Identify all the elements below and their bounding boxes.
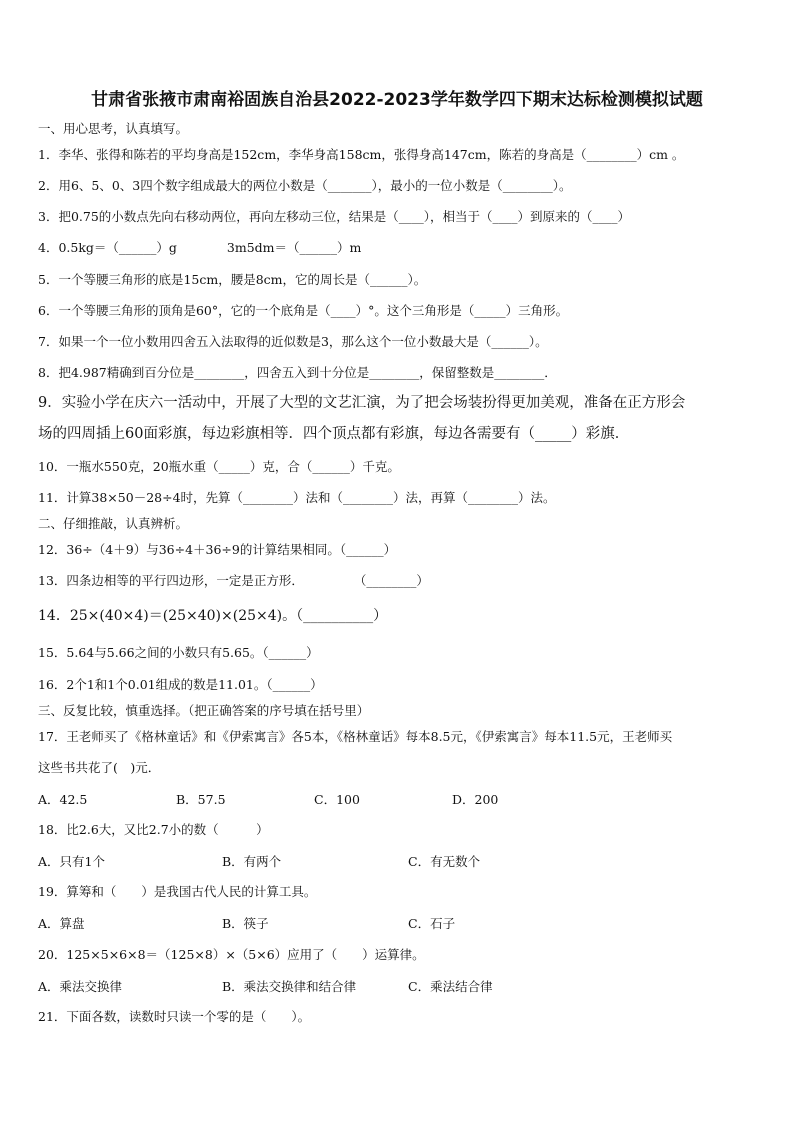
question-20: 20．125×5×6×8＝（125×8）×（5×6）应用了（ ）运算律。 (38, 947, 425, 962)
option-a: A．算盘 (38, 916, 85, 931)
section-heading-2: 二、仔细推敲，认真辨析。 (38, 516, 189, 531)
question-13: 13．四条边相等的平行四边形，一定是正方形． （________） (38, 573, 429, 588)
question-1: 1．李华、张得和陈若的平均身高是152cm，李华身高158cm，张得身高147cm，陈若的身高是（________）cm 。 (38, 147, 685, 162)
question-21: 21．下面各数，读数时只读一个零的是（ ）。 (38, 1009, 311, 1024)
question-19: 19．算筹和（ ）是我国古代人民的计算工具。 (38, 884, 317, 899)
option-b: B．有两个 (222, 854, 282, 869)
option-c: C．100 (314, 792, 360, 807)
question-3: 3．把0.75的小数点先向右移动两位，再向左移动三位，结果是（____），相当于（____）到原来的（____） (38, 209, 631, 224)
question-17-line-2: 这些书共花了( )元． (38, 760, 161, 775)
option-b: B．筷子 (222, 916, 269, 931)
question-16: 16．2个1和1个0.01组成的数是11.01。（______） (38, 677, 323, 692)
question-14: 14．25×(40×4)＝(25×40)×(25×4)。（__________） (38, 608, 388, 624)
question-10: 10．一瓶水550克，20瓶水重（_____）克，合（______）千克。 (38, 459, 400, 474)
question-9-line-1: 9．实验小学在庆六一活动中，开展了大型的文艺汇演，为了把会场装扮得更加美观，准备在正方形会 (38, 395, 686, 411)
option-a: A．只有1个 (38, 854, 105, 869)
question-8: 8．把4.987精确到百分位是________，四舍五入到十分位是________，保留整数是________． (38, 365, 557, 380)
option-a: A．42.5 (38, 792, 88, 807)
section-heading-1: 一、用心思考，认真填写。 (38, 121, 189, 136)
option-b: B．乘法交换律和结合律 (222, 979, 357, 994)
section-heading-3: 三、反复比较，慎重选择。（把正确答案的序号填在括号里） (38, 703, 370, 718)
page-title: 甘肃省张掖市肃南裕固族自治县2022-2023学年数学四下期末达标检测模拟试题 (91, 90, 703, 110)
option-c: C．石子 (408, 916, 456, 931)
question-12: 12．36÷（4＋9）与36÷4＋36÷9的计算结果相同。（______） (38, 542, 397, 557)
question-5: 5．一个等腰三角形的底是15cm，腰是8cm，它的周长是（______）。 (38, 272, 427, 287)
option-c: C．乘法结合律 (408, 979, 493, 994)
option-a: A．乘法交换律 (38, 979, 123, 994)
question-11: 11．计算38×50－28÷4时，先算（________）法和（________）法，再算（________）法。 (38, 490, 556, 505)
question-7: 7．如果一个一位小数用四舍五入法取得的近似数是3，那么这个一位小数最大是（______）。 (38, 334, 548, 349)
option-d: D．200 (452, 792, 499, 807)
question-17-line-1: 17．王老师买了《格林童话》和《伊索寓言》各5本，《格林童话》每本8.5元，《伊索寓言》每本11.5元，王老师买 (38, 729, 673, 744)
option-c: C．有无数个 (408, 854, 481, 869)
option-b: B．57.5 (176, 792, 226, 807)
question-4: 4．0.5kg＝（______）g 3m5dm＝（______）m (38, 240, 362, 255)
question-15: 15．5.64与5.66之间的小数只有5.65。（______） (38, 645, 319, 660)
question-9-line-2: 场的四周插上60面彩旗，每边彩旗相等．四个顶点都有彩旗，每边各需要有（_____）彩旗． (38, 426, 630, 442)
question-18: 18．比2.6大，又比2.7小的数（ ） (38, 822, 269, 837)
question-2: 2．用6、5、0、3四个数字组成最大的两位小数是（_______），最小的一位小数是（________）。 (38, 178, 572, 193)
question-6: 6．一个等腰三角形的顶角是60°，它的一个底角是（____）°。这个三角形是（_____）三角形。 (38, 303, 569, 318)
